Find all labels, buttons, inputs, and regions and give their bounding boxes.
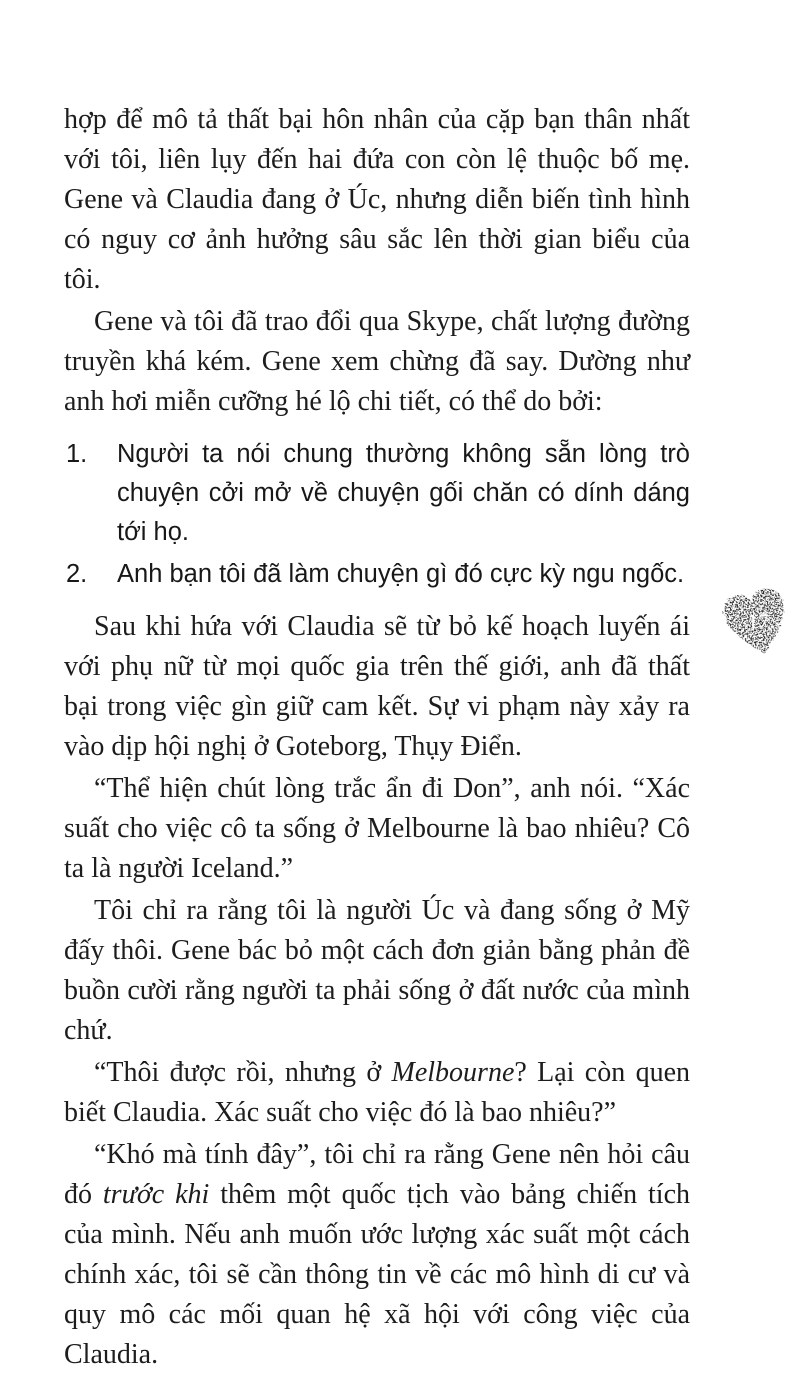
text-segment: thêm một quốc tịch vào bảng chiến tích của mình. Nếu anh muốn ước lượng xác suất một cách chính xác, tôi sẽ cần thông tin về các mô hình di cư và quy mô các mối quan hệ xã hội với công việc của Claudia. xyxy=(64,1179,691,1370)
text-segment: “Khó mà tính đây”, tôi chỉ ra rằng Gene nên hỏi câu đó xyxy=(64,1139,690,1210)
paragraph xyxy=(64,302,690,422)
italic-text-segment: Melbourne xyxy=(391,1057,515,1088)
text-segment: Anh bạn tôi đã làm chuyện gì đó cực kỳ ngu ngốc. xyxy=(117,560,685,588)
text-segment: Sau khi hứa với Claudia sẽ từ bỏ kế hoạch luyến ái với phụ nữ từ mọi quốc gia trên thế giới, anh đã thất bại trong việc gìn giữ cam kết. Sự vi phạm này xảy ra vào dịp hội nghị ở Goteborg, Thụy Điển. xyxy=(64,611,690,762)
text-segment: Gene và tôi đã trao đổi qua Skype, chất lượng đường truyền khá kém. Gene xem chừng đã say. Dường như anh hơi miễn cưỡng hé lộ chi tiết, có thể do bởi: xyxy=(64,306,690,417)
list-item-number: 1. xyxy=(66,440,88,468)
heart-icon xyxy=(720,584,792,664)
text-segment: “Thôi được rồi, nhưng ở xyxy=(94,1057,392,1088)
paragraph xyxy=(64,607,690,767)
paragraph xyxy=(64,1135,690,1375)
numbered-list xyxy=(64,435,690,594)
text-segment: “Thể hiện chút lòng trắc ẩn đi Don”, anh nói. “Xác suất cho việc cô ta sống ở Melbourne là bao nhiêu? Cô ta là người Iceland.” xyxy=(64,773,690,884)
text-segment: hợp để mô tả thất bại hôn nhân của cặp bạn thân nhất với tôi, liên lụy đến hai đứa con còn lệ thuộc bố mẹ. Gene và Claudia đang ở Úc, nhưng diễn biến tình hình có nguy cơ ảnh hưởng sâu sắc lên thời gian biểu của tôi. xyxy=(64,104,690,295)
list-item-text xyxy=(117,560,684,588)
italic-text-segment: trước khi xyxy=(102,1179,210,1210)
numbered-list-item xyxy=(64,435,690,552)
paragraph xyxy=(64,891,690,1051)
page-text-column xyxy=(64,98,690,1377)
list-item-number: 2. xyxy=(66,560,88,588)
paragraph xyxy=(64,1053,690,1133)
page-number-marker xyxy=(720,584,792,664)
paragraph xyxy=(64,769,690,889)
list-item-text xyxy=(117,440,690,546)
text-segment: ? Lại còn quen biết Claudia. Xác suất cho việc đó là bao nhiêu?” xyxy=(64,1057,690,1128)
paragraph xyxy=(64,100,690,300)
page-number: 17 xyxy=(747,609,769,634)
numbered-list-item xyxy=(64,555,690,594)
text-segment: Người ta nói chung thường không sẵn lòng trò chuyện cởi mở về chuyện gối chăn có dính dáng tới họ. xyxy=(117,440,690,546)
text-segment: Tôi chỉ ra rằng tôi là người Úc và đang sống ở Mỹ đấy thôi. Gene bác bỏ một cách đơn giản bằng phản đề buồn cười rằng người ta phải sống ở đất nước của mình chứ. xyxy=(64,895,690,1046)
